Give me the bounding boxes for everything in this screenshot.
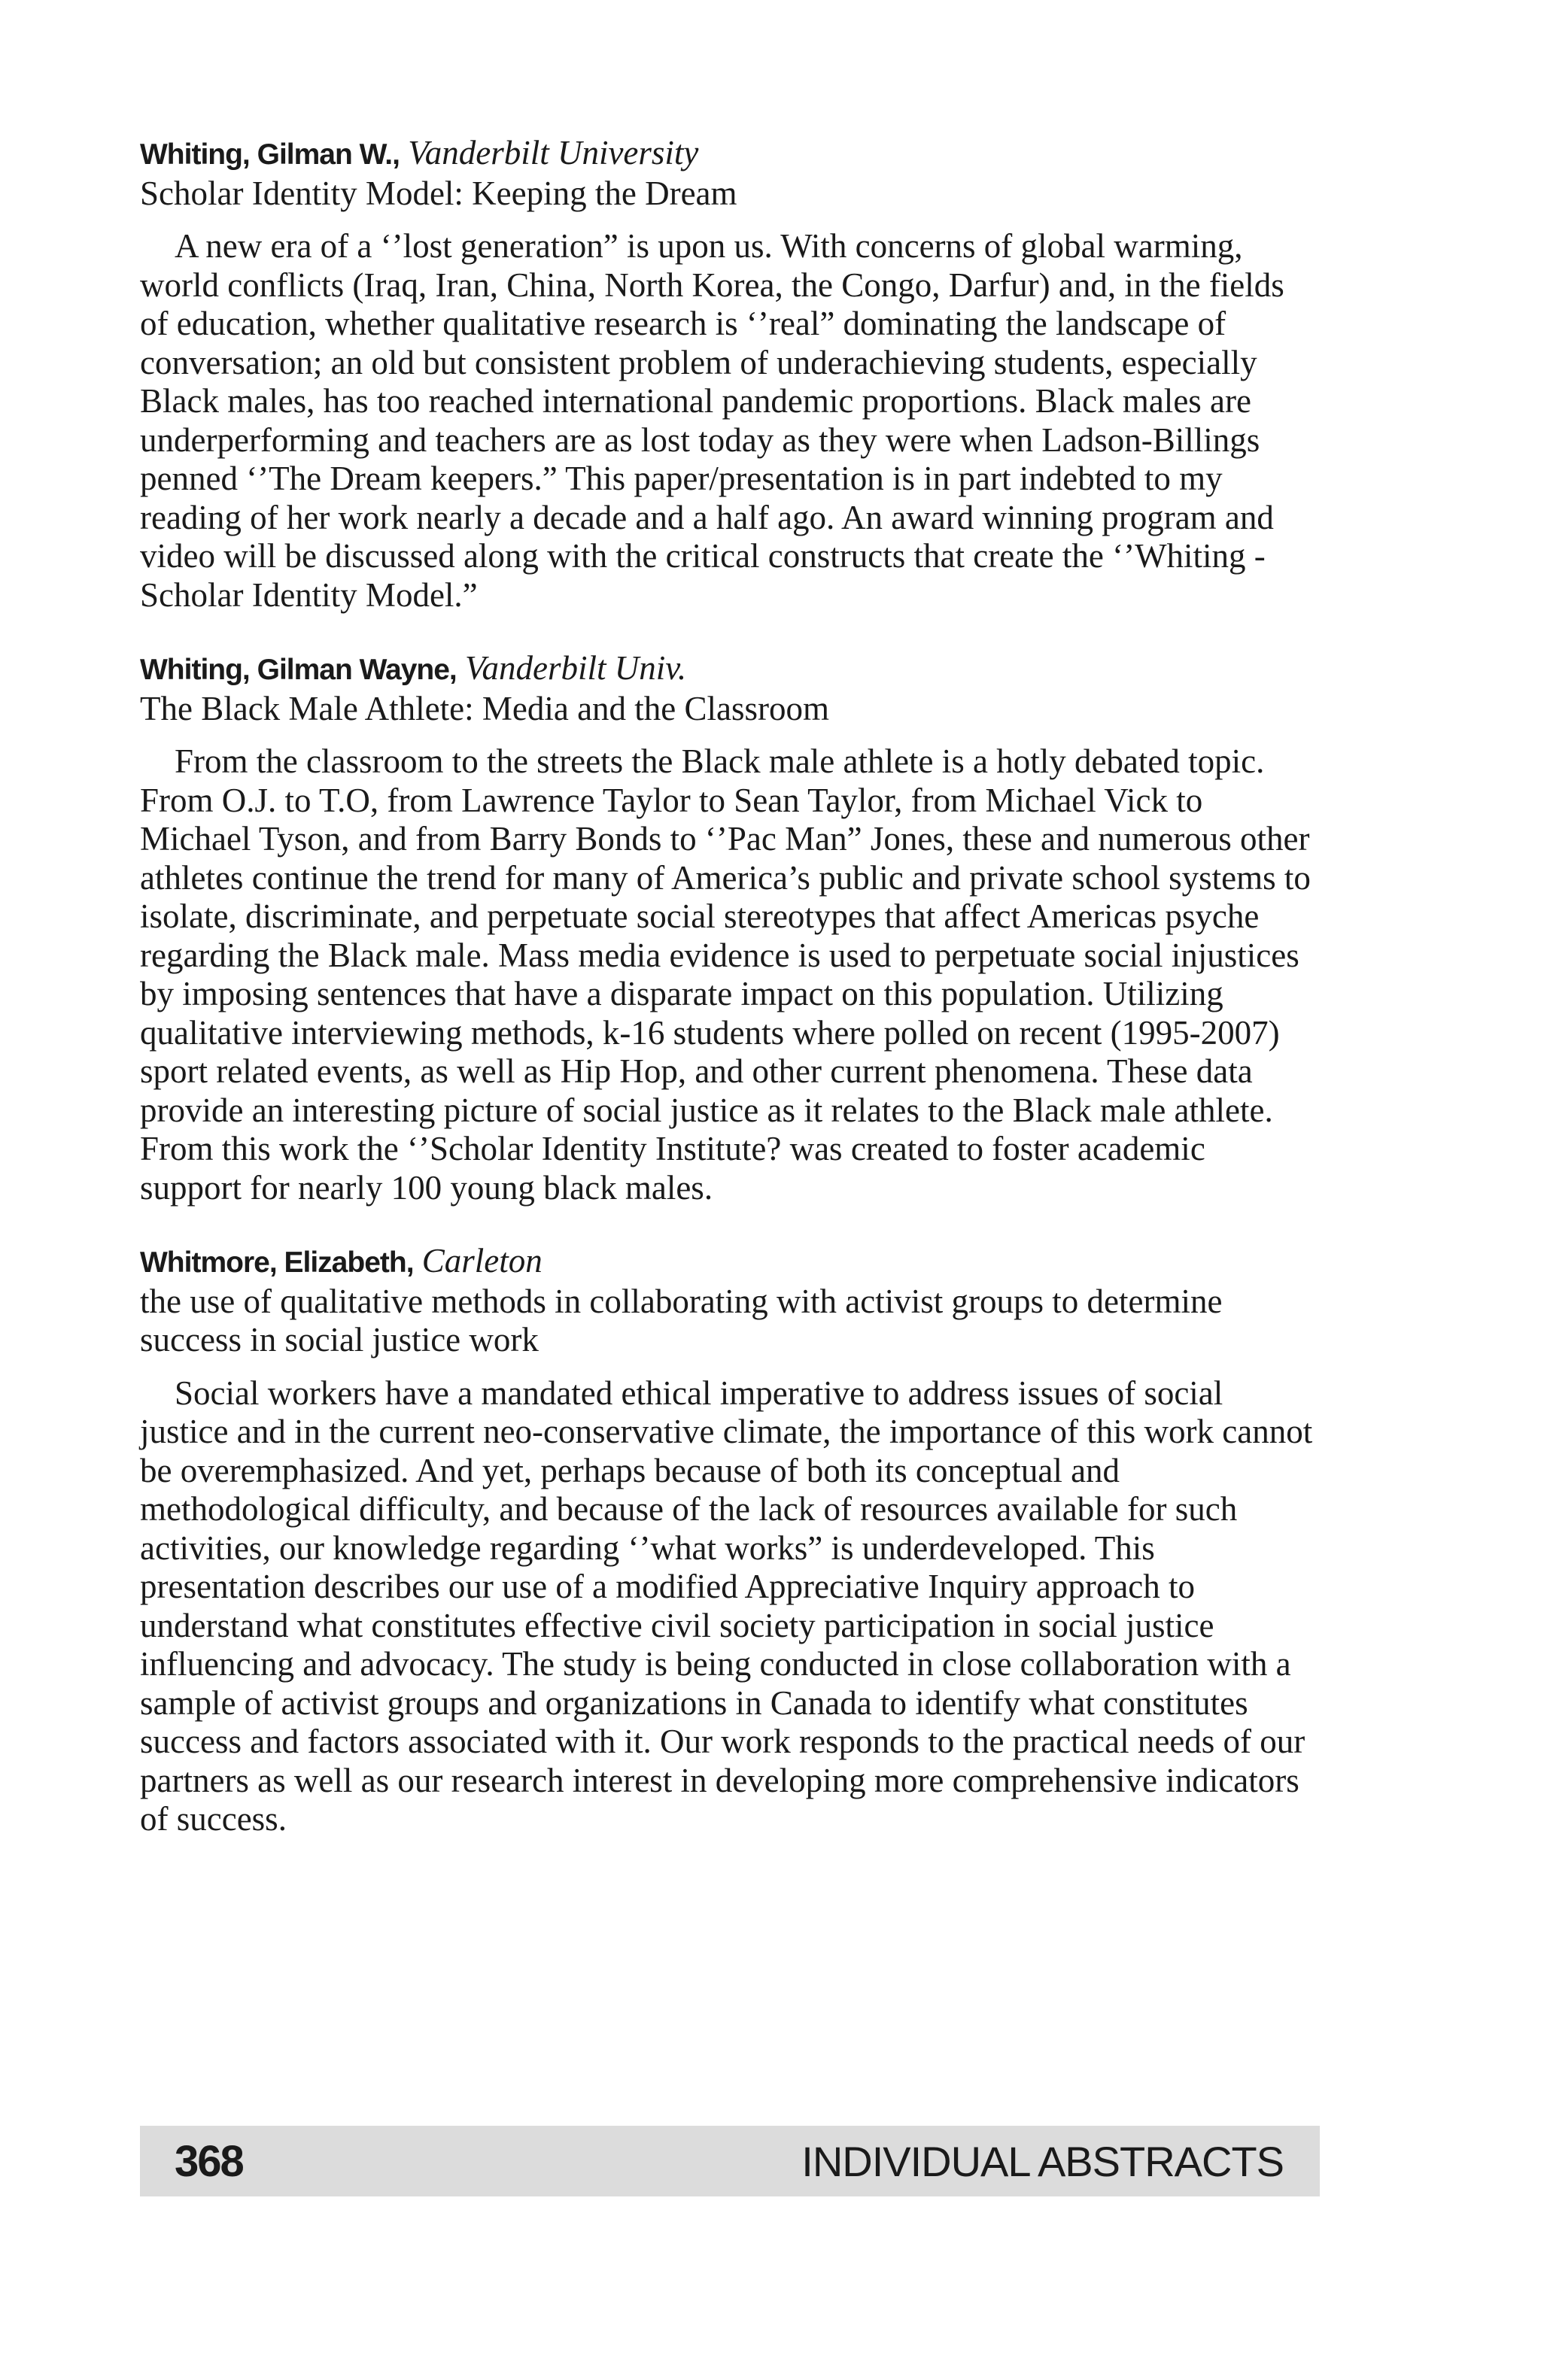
author-affiliation: Carleton	[421, 1242, 543, 1280]
abstract-text: A new era of a ‘’lost generation” is upon us. With concerns of global warming, world conflicts (Iraq, Iran, China, North Korea, the Congo, Darfur) and, in the fields of education, whether qualitative research is ‘’real” dominating the landscape of conversation; an old but consistent problem of underachieving students, especially Black males, has too reached international pandemic proportions. Black males are underperforming and teachers are as lost today as they were when Ladson-Billings penned ‘’The Dream keepers.” This paper/presentation is in part indebted to my reading of her work nearly a decade and a half ago. An award winning program and video will be discussed along with the critical constructs that create the ‘’Whiting - Scholar Identity Model.”	[140, 227, 1284, 614]
abstract-entry	[140, 134, 1314, 615]
page-number: 368	[175, 2136, 243, 2186]
abstract-title: Scholar Identity Model: Keeping the Dream	[140, 174, 737, 212]
abstracts-list	[140, 134, 1314, 1874]
author-name: Whiting, Gilman W.,	[140, 138, 400, 171]
abstract-entry	[140, 1242, 1314, 1839]
abstract-text: Social workers have a mandated ethical imperative to address issues of social justice and in the current neo-conservative climate, the importance of this work cannot be overemphasized. And yet, perhaps because of both its conceptual and methodological difficulty, and because of the lack of resources available for such activities, our knowledge regarding ‘’what works” is underdeveloped. This presentation describes our use of a modified Appreciative Inquiry approach to understand what constitutes effective civil society participation in social justice influencing and advocacy. The study is being conducted in close collaboration with a sample of activist groups and organizations in Canada to identify what constitutes success and factors associated with it. Our work responds to the practical needs of our partners as well as our research interest in developing more comprehensive indicators of success.	[140, 1374, 1313, 1838]
section-title: INDIVIDUAL ABSTRACTS	[801, 2137, 1284, 2185]
abstract-title: the use of qualitative methods in collaborating with activist groups to determine success in social justice work	[140, 1282, 1223, 1358]
author-name: Whiting, Gilman Wayne,	[140, 654, 457, 686]
author-line	[140, 1242, 1314, 1283]
abstract-title: The Black Male Athlete: Media and the Classroom	[140, 689, 830, 727]
author-affiliation: Vanderbilt Univ.	[464, 649, 687, 687]
author-line	[140, 134, 1314, 175]
abstract-text: From the classroom to the streets the Black male athlete is a hotly debated topic. From O.J. to T.O, from Lawrence Taylor to Sean Taylor, from Michael Vick to Michael Tyson, and from Barry Bonds to ‘’Pac Man” Jones, these and numerous other athletes continue the trend for many of America’s public and private school systems to isolate, discriminate, and perpetuate social stereotypes that affect Americas psyche regarding the Black male. Mass media evidence is used to perpetuate social injustices by imposing sentences that have a disparate impact on this population. Utilizing qualitative interviewing methods, k-16 students where polled on recent (1995-2007) sport related events, as well as Hip Hop, and other current phenomena. These data provide an interesting picture of social justice as it relates to the Black male athlete. From this work the ‘’Scholar Identity Institute? was created to foster academic support for nearly 100 young black males.	[140, 742, 1311, 1207]
author-line	[140, 649, 1314, 690]
page-footer	[140, 2126, 1320, 2196]
author-name: Whitmore, Elizabeth,	[140, 1246, 414, 1279]
author-affiliation: Vanderbilt University	[408, 134, 699, 172]
abstract-entry	[140, 649, 1314, 1207]
